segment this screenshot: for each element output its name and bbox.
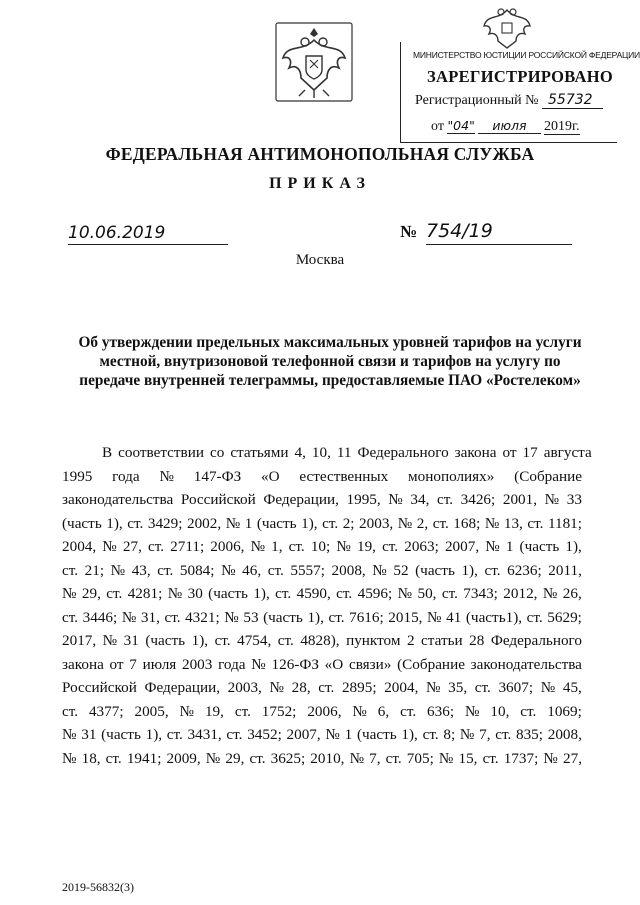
body-line: закона от 7 июля 2003 года № 126-ФЗ «О связи» (Собрание законодательства xyxy=(62,655,582,673)
order-number: 754/19 xyxy=(426,218,572,245)
body-line: 2017, № 31 (часть 1), ст. 4754, ст. 4828), пунктом 2 статьи 28 Федерального xyxy=(62,632,582,649)
stamp-reg-number-value: 55732 xyxy=(542,92,603,109)
stamp-date-prefix: от xyxy=(431,119,444,134)
body-line: 1995 года № 147-ФЗ «О естественных монополиях» (Собрание xyxy=(62,467,582,485)
body-line: № 18, ст. 1941; 2009, № 29, ст. 3625; 2010, № 7, ст. 705; № 15, ст. 1737; № 27, xyxy=(62,749,582,767)
stamp-date-day: "04" xyxy=(447,118,475,133)
body-line: Российской Федерации, 2003, № 28, ст. 2895; 2004, № 35, ст. 3607; № 45, xyxy=(62,679,582,696)
stamp-ministry-name: МИНИСТЕРСТВО ЮСТИЦИИ РОССИЙСКОЙ ФЕДЕРАЦИИ xyxy=(413,50,640,60)
stamp-registration-date xyxy=(431,118,580,135)
coat-of-arms-emblem-icon xyxy=(275,22,353,102)
stamp-registration-number xyxy=(415,92,603,109)
stamp-registered-label: ЗАРЕГИСТРИРОВАНО xyxy=(427,67,614,86)
body-line: законодательства Российской Федерации, 1995, № 34, ст. 3426; 2001, № 33 xyxy=(62,491,582,508)
body-line: № 31 (часть 1), ст. 3431, ст. 3452; 2007, № 1 (часть 1), ст. 8; № 7, ст. 835; 2008, xyxy=(62,726,582,743)
body-line: ст. 4377; 2005, № 19, ст. 1752; 2006, № 6, ст. 636; № 10, ст. 1069; xyxy=(62,702,582,720)
stamp-date-year: 2019г. xyxy=(544,119,580,134)
registration-stamp xyxy=(400,42,640,143)
body-line: ст. 21; № 43, ст. 5084; № 46, ст. 5557; 2008, № 52 (часть 1), ст. 6236; 2011, xyxy=(62,561,582,579)
order-number-label: № xyxy=(400,222,418,241)
document-type: ПРИКАЗ xyxy=(269,175,371,192)
order-city: Москва xyxy=(295,252,345,268)
document-code: 2019-56832(3) xyxy=(62,880,134,894)
stamp-reg-number-label: Регистрационный № xyxy=(415,93,539,108)
order-date: 10.06.2019 xyxy=(68,222,228,245)
order-subject xyxy=(60,333,600,390)
body-line: (часть 1), ст. 3429; 2002, № 1 (часть 1), ст. 2; 2003, № 2, ст. 168; № 13, ст. 1181; xyxy=(62,514,582,532)
subject-line: местной, внутризоновой телефонной связи и тарифов на услугу по xyxy=(99,353,561,370)
agency-title: ФЕДЕРАЛЬНАЯ АНТИМОНОПОЛЬНАЯ СЛУЖБА xyxy=(105,144,535,164)
subject-line: передаче внутренней телеграммы, предоставляемые ПАО «Ростелеком» xyxy=(79,372,581,389)
body-line: № 29, ст. 4281; № 30 (часть 1), ст. 4590, ст. 4596; № 50, ст. 7343; 2012, № 26, xyxy=(62,585,582,602)
stamp-date-month: июля xyxy=(478,118,540,134)
body-line: 2004, № 27, ст. 2711; 2006, № 1, ст. 10; № 19, ст. 2063; 2007, № 1 (часть 1), xyxy=(62,538,582,555)
body-paragraph xyxy=(62,441,592,770)
body-line: В соответствии со статьями 4, 10, 11 Федерального закона от 17 августа xyxy=(102,444,592,461)
subject-line: Об утверждении предельных максимальных уровней тарифов на услуги xyxy=(78,334,582,351)
body-line: ст. 3446; № 31, ст. 4321; № 53 (часть 1), ст. 7616; 2015, № 41 (часть1), ст. 5629; xyxy=(62,608,582,626)
